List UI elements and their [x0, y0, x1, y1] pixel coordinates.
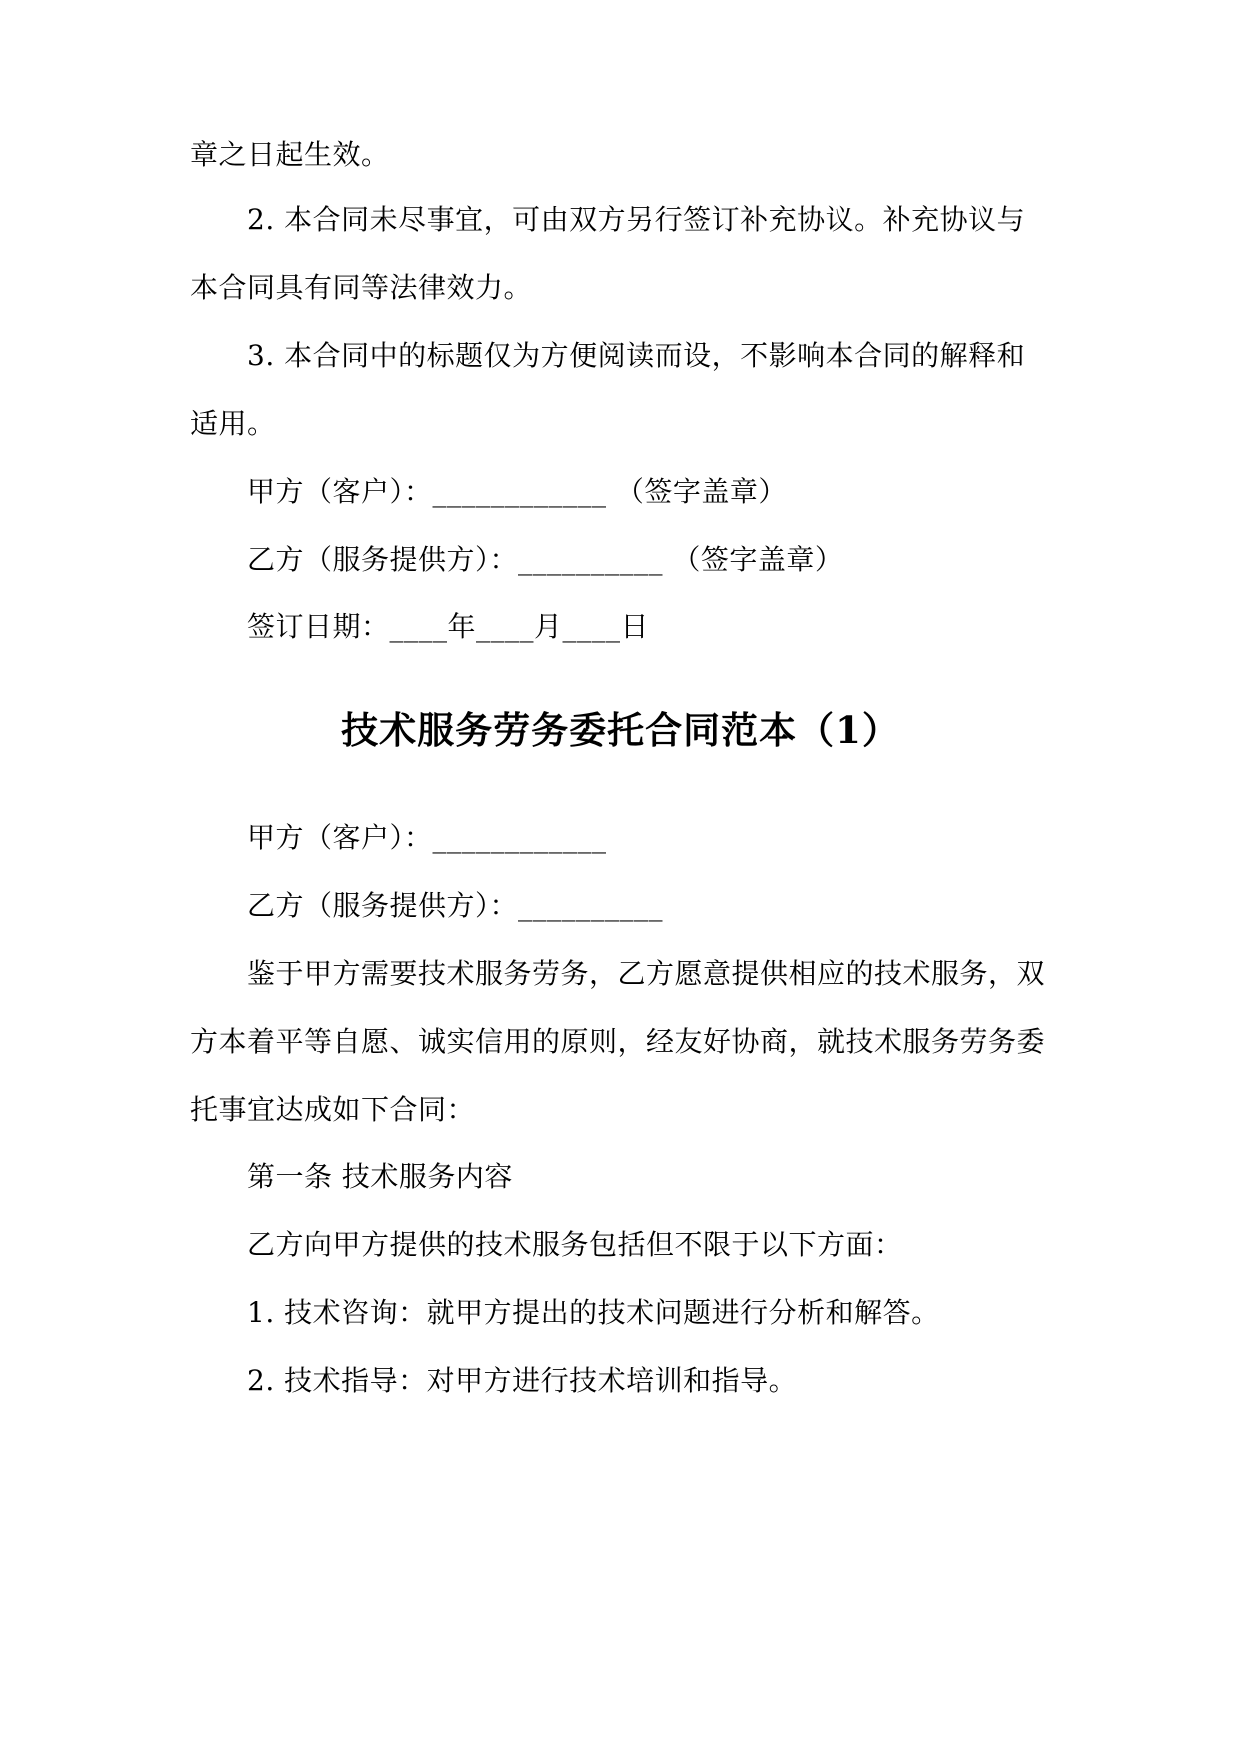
- paragraph-line: 章之日起生效。: [190, 138, 390, 171]
- clause-3-line-1: 3. 本合同中的标题仅为方便阅读而设，不影响本合同的解释和: [247, 339, 1026, 372]
- preamble-line-3: 托事宜达成如下合同：: [190, 1093, 476, 1126]
- party-a-signature-line: 甲方（客户）：____________ （签字盖章）: [247, 475, 787, 508]
- article-1-item-1: 1. 技术咨询：就甲方提出的技术问题进行分析和解答。: [247, 1296, 940, 1329]
- party-b-line: 乙方（服务提供方）：__________: [247, 889, 664, 922]
- party-b-signature-line: 乙方（服务提供方）：__________ （签字盖章）: [247, 543, 844, 576]
- article-1-intro: 乙方向甲方提供的技术服务包括但不限于以下方面：: [247, 1228, 903, 1261]
- document-title: 技术服务劳务委托合同范本（1）: [341, 708, 900, 752]
- article-1-item-2: 2. 技术指导：对甲方进行技术培训和指导。: [247, 1364, 798, 1397]
- signing-date-line: 签订日期：____年____月____日: [247, 610, 650, 643]
- party-a-line: 甲方（客户）：____________: [247, 821, 607, 854]
- clause-3-line-2: 适用。: [190, 407, 276, 440]
- preamble-line-2: 方本着平等自愿、诚实信用的原则，经友好协商，就技术服务劳务委: [190, 1025, 1046, 1058]
- preamble-line-1: 鉴于甲方需要技术服务劳务，乙方愿意提供相应的技术服务，双: [247, 957, 1046, 990]
- clause-2-line-1: 2. 本合同未尽事宜，可由双方另行签订补充协议。补充协议与: [247, 203, 1026, 236]
- clause-2-line-2: 本合同具有同等法律效力。: [190, 271, 533, 304]
- article-1-heading: 第一条 技术服务内容: [247, 1160, 513, 1193]
